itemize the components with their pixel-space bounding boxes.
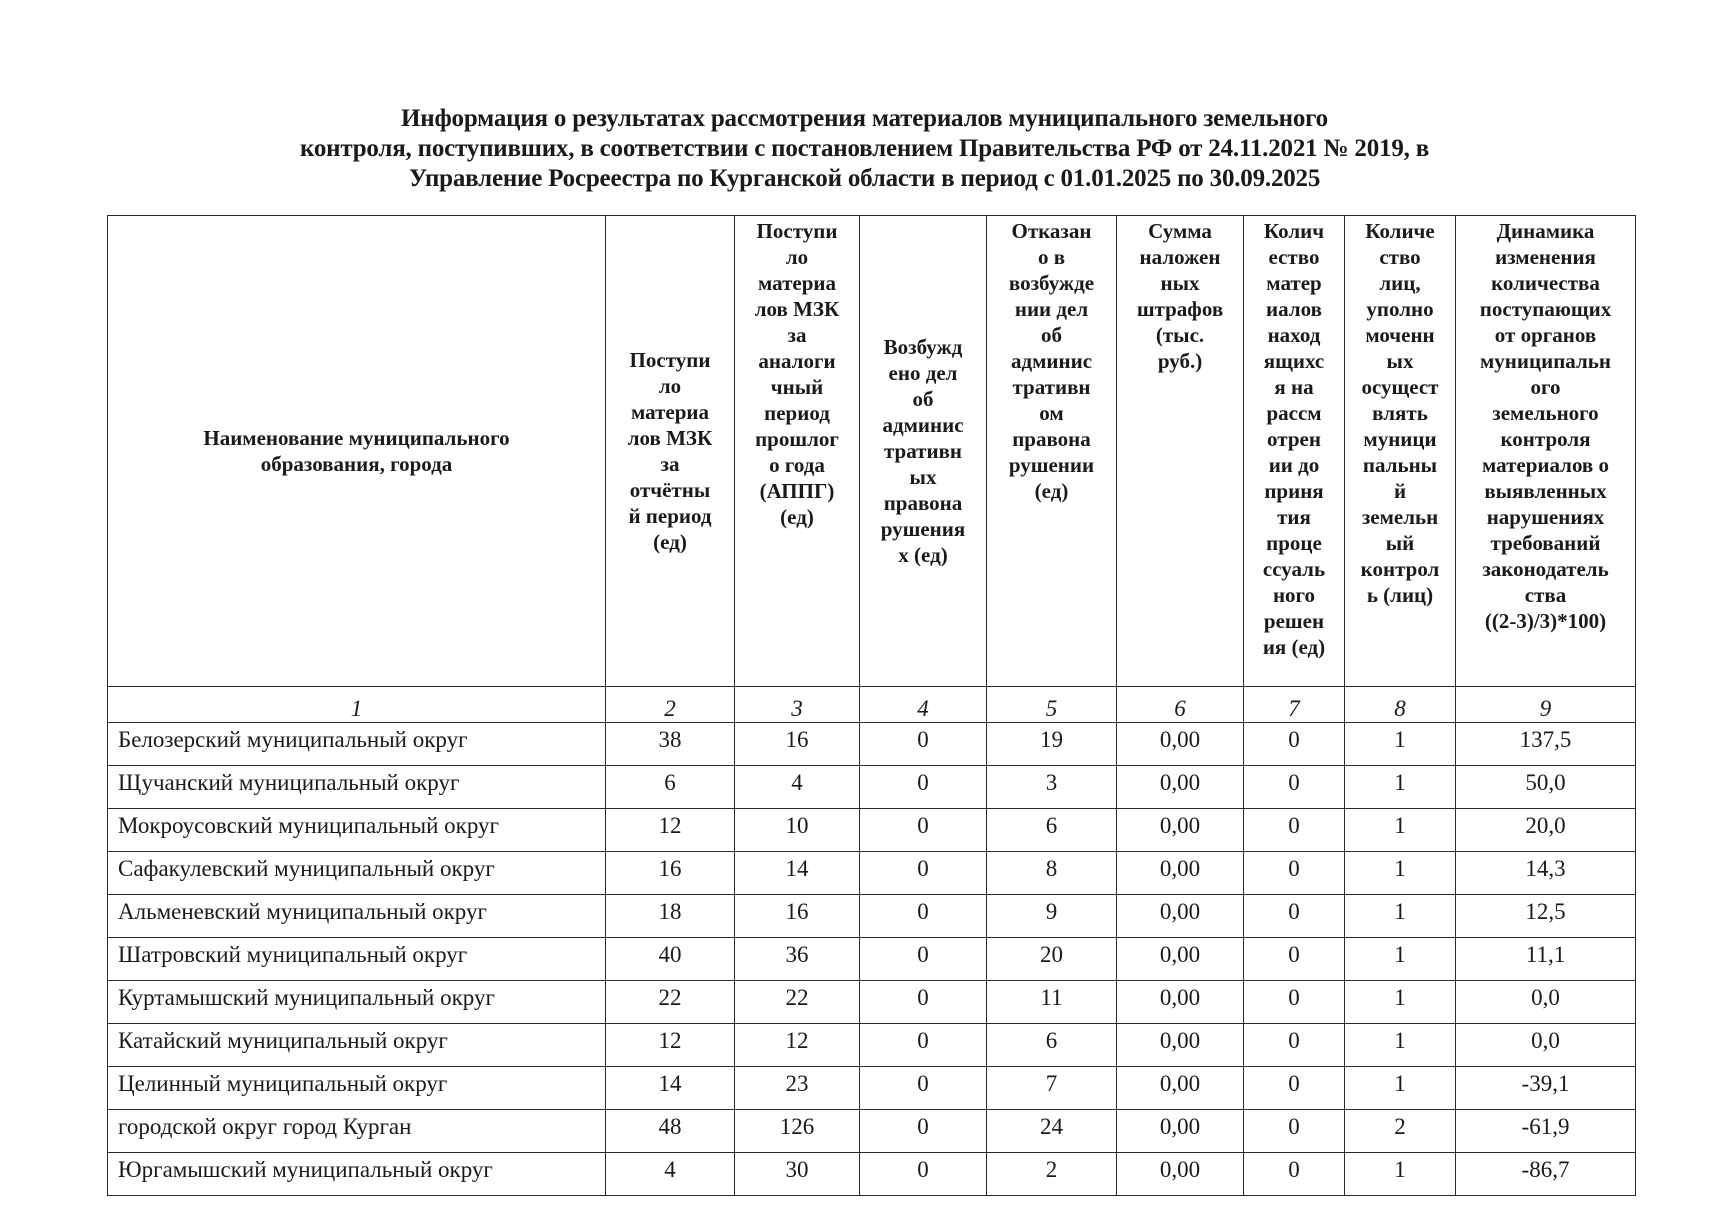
cell-cases-initiated: 0: [860, 938, 987, 981]
header-municipality: Наименование муниципального образования, города: [108, 216, 606, 687]
column-number: 8: [1345, 687, 1456, 723]
cell-received-current: 18: [606, 895, 735, 938]
cell-authorized-persons: 1: [1345, 809, 1456, 852]
cell-authorized-persons: 1: [1345, 852, 1456, 895]
cell-materials-pending: 0: [1244, 852, 1345, 895]
cell-cases-initiated: 0: [860, 1067, 987, 1110]
cell-dynamics-percent: -39,1: [1456, 1067, 1636, 1110]
cell-municipality-name: Целинный муниципальный округ: [108, 1067, 606, 1110]
cell-fines-sum: 0,00: [1117, 938, 1244, 981]
cell-municipality-name: Альменевский муниципальный округ: [108, 895, 606, 938]
table-row: [108, 809, 1636, 852]
cell-authorized-persons: 1: [1345, 723, 1456, 766]
cell-received-current: 14: [606, 1067, 735, 1110]
cell-materials-pending: 0: [1244, 1110, 1345, 1153]
cell-fines-sum: 0,00: [1117, 1110, 1244, 1153]
header-received-current: Поступи ло материа лов МЗК за отчётны й период (ед): [606, 216, 735, 687]
cell-materials-pending: 0: [1244, 1024, 1345, 1067]
cell-fines-sum: 0,00: [1117, 852, 1244, 895]
document-title: [0, 104, 1729, 194]
cell-municipality-name: Сафакулевский муниципальный округ: [108, 852, 606, 895]
column-number: 4: [860, 687, 987, 723]
column-number: 3: [735, 687, 860, 723]
cell-cases-initiated: 0: [860, 766, 987, 809]
title-line-2: контроля, поступивших, в соответствии с постановлением Правительства РФ от 24.11.2021 № 2019, в: [299, 135, 1430, 162]
cell-authorized-persons: 1: [1345, 1024, 1456, 1067]
cell-municipality-name: Куртамышский муниципальный округ: [108, 981, 606, 1024]
table-row: [108, 723, 1636, 766]
table-row: [108, 895, 1636, 938]
header-row: [108, 216, 1636, 687]
cell-authorized-persons: 1: [1345, 895, 1456, 938]
cell-fines-sum: 0,00: [1117, 1024, 1244, 1067]
cell-received-prev-year: 126: [735, 1110, 860, 1153]
cell-dynamics-percent: 20,0: [1456, 809, 1636, 852]
cell-dynamics-percent: 50,0: [1456, 766, 1636, 809]
cell-authorized-persons: 2: [1345, 1110, 1456, 1153]
cell-received-current: 48: [606, 1110, 735, 1153]
cell-municipality-name: Мокроусовский муниципальный округ: [108, 809, 606, 852]
column-number: 1: [108, 687, 606, 723]
cell-cases-initiated: 0: [860, 981, 987, 1024]
cell-cases-initiated: 0: [860, 895, 987, 938]
cell-authorized-persons: 1: [1345, 1153, 1456, 1196]
cell-cases-refused: 24: [987, 1110, 1117, 1153]
table-row: [108, 938, 1636, 981]
cell-fines-sum: 0,00: [1117, 766, 1244, 809]
cell-materials-pending: 0: [1244, 895, 1345, 938]
header-dynamics: Динамика изменения количества поступающих от органов муниципальн ого земельного контроля материалов о выявленных нарушениях требований законодатель ства ((2-3)/3)*100): [1456, 216, 1636, 687]
cell-authorized-persons: 1: [1345, 766, 1456, 809]
cell-materials-pending: 0: [1244, 1153, 1345, 1196]
cell-received-prev-year: 12: [735, 1024, 860, 1067]
cell-received-prev-year: 22: [735, 981, 860, 1024]
cell-received-prev-year: 23: [735, 1067, 860, 1110]
table-row: [108, 1067, 1636, 1110]
column-number-row: [108, 687, 1636, 723]
table-row: [108, 1153, 1636, 1196]
header-cases-refused: Отказан о в возбужде нии дел об админис тративн ом правона рушении (ед): [987, 216, 1117, 687]
cell-municipality-name: Юргамышский муниципальный округ: [108, 1153, 606, 1196]
cell-dynamics-percent: -61,9: [1456, 1110, 1636, 1153]
cell-cases-initiated: 0: [860, 723, 987, 766]
cell-received-prev-year: 14: [735, 852, 860, 895]
cell-cases-refused: 7: [987, 1067, 1117, 1110]
cell-municipality-name: Щучанский муниципальный округ: [108, 766, 606, 809]
cell-dynamics-percent: -86,7: [1456, 1153, 1636, 1196]
cell-dynamics-percent: 137,5: [1456, 723, 1636, 766]
cell-cases-initiated: 0: [860, 1153, 987, 1196]
cell-fines-sum: 0,00: [1117, 723, 1244, 766]
cell-municipality-name: городской округ город Курган: [108, 1110, 606, 1153]
cell-received-current: 12: [606, 809, 735, 852]
cell-received-prev-year: 16: [735, 723, 860, 766]
cell-received-prev-year: 30: [735, 1153, 860, 1196]
cell-dynamics-percent: 12,5: [1456, 895, 1636, 938]
cell-received-prev-year: 4: [735, 766, 860, 809]
cell-fines-sum: 0,00: [1117, 1153, 1244, 1196]
column-number: 9: [1456, 687, 1636, 723]
cell-materials-pending: 0: [1244, 1067, 1345, 1110]
cell-cases-refused: 20: [987, 938, 1117, 981]
cell-received-current: 22: [606, 981, 735, 1024]
table-row: [108, 1110, 1636, 1153]
cell-cases-refused: 3: [987, 766, 1117, 809]
column-number: 2: [606, 687, 735, 723]
cell-cases-initiated: 0: [860, 1024, 987, 1067]
header-cases-initiated: Возбужд ено дел об админис тративн ых правона рушения х (ед): [860, 216, 987, 687]
cell-cases-initiated: 0: [860, 1110, 987, 1153]
cell-materials-pending: 0: [1244, 723, 1345, 766]
cell-dynamics-percent: 0,0: [1456, 1024, 1636, 1067]
cell-received-prev-year: 36: [735, 938, 860, 981]
cell-cases-refused: 6: [987, 809, 1117, 852]
header-fines-sum: Сумма наложен ных штрафов (тыс. руб.): [1117, 216, 1244, 687]
table-row: [108, 766, 1636, 809]
cell-fines-sum: 0,00: [1117, 981, 1244, 1024]
cell-cases-initiated: 0: [860, 852, 987, 895]
cell-municipality-name: Катайский муниципальный округ: [108, 1024, 606, 1067]
cell-fines-sum: 0,00: [1117, 1067, 1244, 1110]
cell-received-current: 4: [606, 1153, 735, 1196]
cell-received-current: 38: [606, 723, 735, 766]
column-number: 5: [987, 687, 1117, 723]
cell-cases-initiated: 0: [860, 809, 987, 852]
column-number: 6: [1117, 687, 1244, 723]
cell-authorized-persons: 1: [1345, 938, 1456, 981]
cell-municipality-name: Белозерский муниципальный округ: [108, 723, 606, 766]
cell-fines-sum: 0,00: [1117, 895, 1244, 938]
header-authorized-persons: Количе ство лиц, уполно моченн ых осущест влять муници пальны й земельн ый контрол ь (лиц): [1345, 216, 1456, 687]
table-row: [108, 1024, 1636, 1067]
cell-received-current: 16: [606, 852, 735, 895]
title-line-1: Информация о результатах рассмотрения материалов муниципального земельного: [401, 105, 1328, 132]
cell-received-current: 40: [606, 938, 735, 981]
cell-received-current: 12: [606, 1024, 735, 1067]
cell-authorized-persons: 1: [1345, 981, 1456, 1024]
cell-fines-sum: 0,00: [1117, 809, 1244, 852]
results-table: [107, 215, 1636, 1196]
cell-dynamics-percent: 0,0: [1456, 981, 1636, 1024]
cell-authorized-persons: 1: [1345, 1067, 1456, 1110]
cell-cases-refused: 11: [987, 981, 1117, 1024]
cell-received-prev-year: 10: [735, 809, 860, 852]
cell-cases-refused: 6: [987, 1024, 1117, 1067]
cell-materials-pending: 0: [1244, 809, 1345, 852]
cell-dynamics-percent: 11,1: [1456, 938, 1636, 981]
cell-cases-refused: 8: [987, 852, 1117, 895]
table-row: [108, 852, 1636, 895]
header-materials-pending: Колич ество матер иалов наход ящихс я на рассм отрен ии до приня тия проце ссуаль ного решен ия (ед): [1244, 216, 1345, 687]
cell-materials-pending: 0: [1244, 981, 1345, 1024]
cell-received-prev-year: 16: [735, 895, 860, 938]
cell-materials-pending: 0: [1244, 766, 1345, 809]
cell-dynamics-percent: 14,3: [1456, 852, 1636, 895]
cell-cases-refused: 9: [987, 895, 1117, 938]
cell-cases-refused: 2: [987, 1153, 1117, 1196]
cell-cases-refused: 19: [987, 723, 1117, 766]
title-line-3: Управление Росреестра по Курганской области в период с 01.01.2025 по 30.09.2025: [408, 165, 1321, 192]
table-row: [108, 981, 1636, 1024]
column-number: 7: [1244, 687, 1345, 723]
cell-received-current: 6: [606, 766, 735, 809]
header-received-prev-year: Поступи ло материа лов МЗК за аналоги чный период прошлог о года (АППГ) (ед): [735, 216, 860, 687]
cell-municipality-name: Шатровский муниципальный округ: [108, 938, 606, 981]
cell-materials-pending: 0: [1244, 938, 1345, 981]
